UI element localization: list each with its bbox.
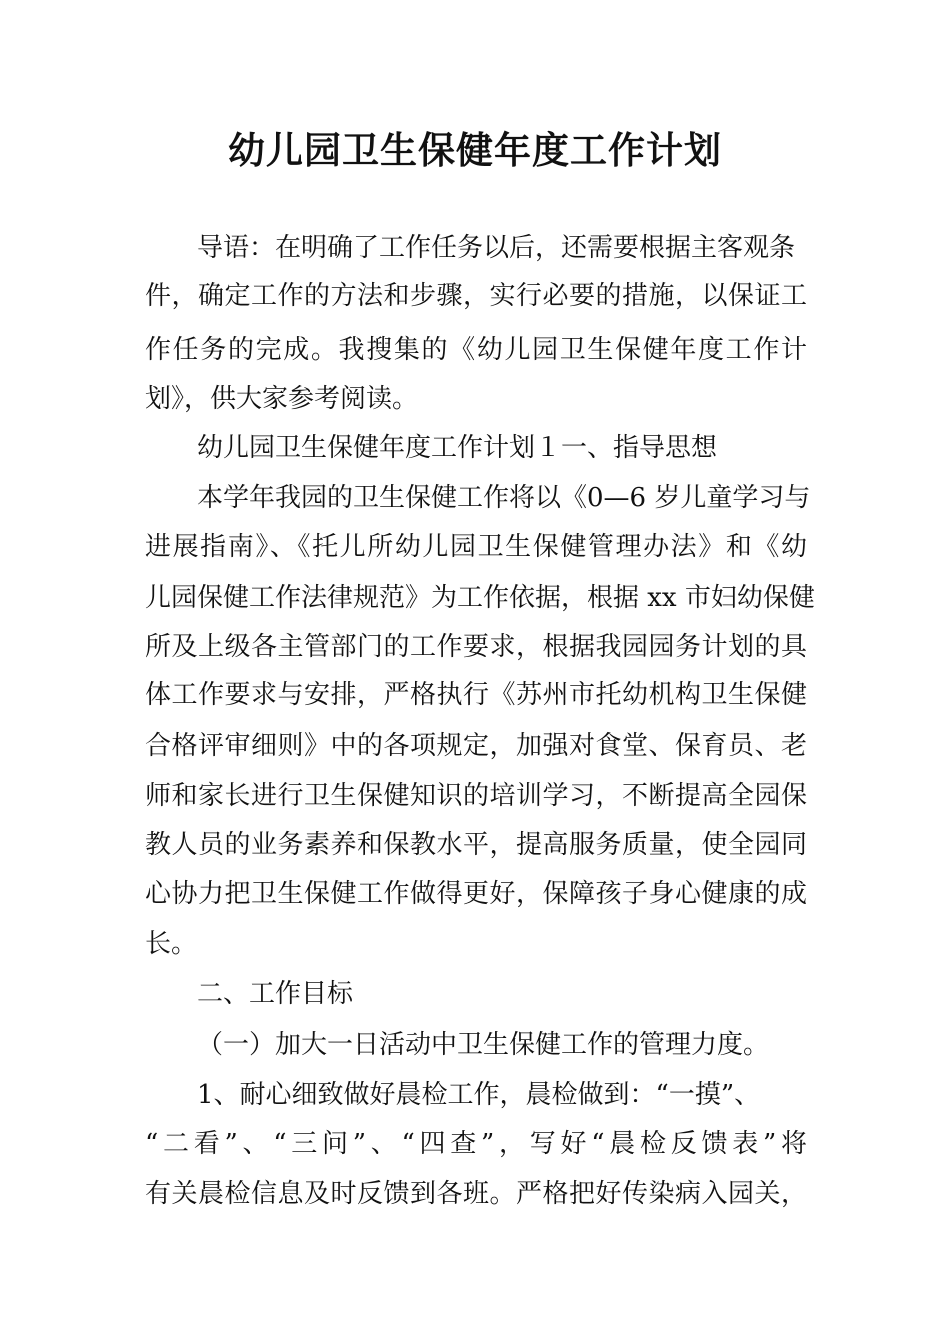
paragraph-line: 所及上级各主管部门的工作要求，根据我园园务计划的具 [145,632,807,662]
paragraph-line: 进展指南》、《托儿所幼儿园卫生保健管理办法》和《幼 [145,532,807,562]
paragraph-line: 件，确定工作的方法和步骤，实行必要的措施，以保证工 [145,281,807,311]
paragraph-line: 教人员的业务素养和保教水平，提高服务质量，使全园同 [145,830,807,860]
paragraph-line: 儿园保健工作法律规范》为工作依据，根据 xx 市妇幼保健 [145,583,815,613]
paragraph-line: 1、耐心细致做好晨检工作，晨检做到：“一摸”、 [197,1080,761,1110]
paragraph-line: 有关晨检信息及时反馈到各班。严格把好传染病入园关， [145,1179,807,1209]
paragraph-line: 合格评审细则》中的各项规定，加强对食堂、保育员、老 [145,731,807,761]
paragraph-line: 长。 [145,929,198,959]
paragraph-line: 心协力把卫生保健工作做得更好，保障孩子身心健康的成 [145,879,807,909]
paragraph-line: 划》，供大家参考阅读。 [145,384,419,414]
paragraph-line: 师和家长进行卫生保健知识的培训学习，不断提高全园保 [145,781,807,811]
subsection-heading: （一）加大一日活动中卫生保健工作的管理力度。 [197,1030,770,1060]
paragraph-line: 作任务的完成。我搜集的《幼儿园卫生保健年度工作计 [145,335,807,365]
paragraph-line: 本学年我园的卫生保健工作将以《0—6 岁儿童学习与 [197,483,811,513]
paragraph-line: “二看”、“三问”、“四查”，写好“晨检反馈表”将 [145,1129,807,1159]
section-heading: 二、工作目标 [197,979,354,1009]
paragraph-line: 导语：在明确了工作任务以后，还需要根据主客观条 [197,233,796,263]
paragraph-line: 体工作要求与安排，严格执行《苏州市托幼机构卫生保健 [145,680,807,710]
document-title: 幼儿园卫生保健年度工作计划 [228,129,722,172]
section-heading: 幼儿园卫生保健年度工作计划１一、指导思想 [197,433,718,463]
